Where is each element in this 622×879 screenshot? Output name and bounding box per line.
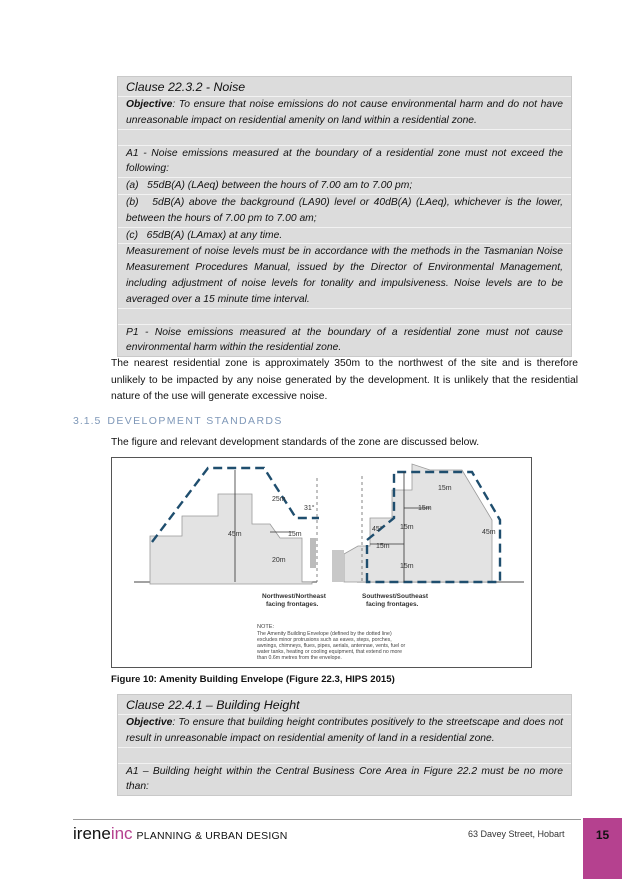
left-label-20m: 20m (272, 557, 286, 564)
left-label-15m: 15m (288, 531, 302, 538)
clause-noise-measurement: Measurement of noise levels must be in accordance with the methods in the Tasmanian Noise Measurement Procedures Manual, issued by the Director of Environmental Management, including adjustment of noise levels for tonality and impulsiveness. Noise levels are to be averaged over a 15 minute time interval. (118, 244, 571, 308)
note-line-5: than 0.6m metres from the envelope. (257, 655, 342, 661)
note-title: NOTE: (257, 624, 275, 630)
right-label-15m-b: 15m (376, 543, 390, 550)
clause-noise-item-c: (c) 65dB(A) (LAmax) at any time. (118, 228, 571, 245)
left-label-25m: 25m (272, 496, 286, 503)
caption-left-2: facing frontages. (266, 601, 319, 608)
amenity-envelope-figure (111, 457, 532, 668)
clause-noise-box (117, 76, 572, 357)
caption-right-1: Southwest/Southeast (362, 593, 429, 600)
right-label-15m-top: 15m (438, 485, 452, 492)
clause-noise-objective: Objective: To ensure that noise emissions do not cause environmental harm and do not have unreasonable impact on residential amenity on land within a residential zone. (118, 97, 571, 130)
clause-height-title: Clause 22.4.1 – Building Height (118, 695, 571, 715)
clause-height-objective: Objective: To ensure that building height contributes positively to the streetscape and does not result in unreasonable impact on residential amenity of land in a residential zone. (118, 715, 571, 748)
section-title: DEVELOPMENT STANDARDS (107, 415, 283, 427)
page-number: 15 (583, 818, 622, 879)
left-neighbour-wall (310, 538, 316, 568)
right-label-15m-mid: 15m (400, 524, 414, 531)
note-line-1: The Amenity Building Envelope (defined by the dotted line) (257, 631, 392, 637)
clause-noise-item-a: (a) 55dB(A) (LAeq) between the hours of 7.00 am to 7.00 pm; (118, 178, 571, 195)
note-line-3: awnings, chimneys, flues, pipes, aerials, antennae, vents, fuel or (257, 643, 406, 649)
right-label-angle: 45° (372, 526, 383, 533)
figure-caption: Figure 10: Amenity Building Envelope (Figure 22.3, HIPS 2015) (111, 674, 395, 685)
right-label-45m: 45m (482, 529, 496, 536)
spacer (118, 130, 571, 146)
envelope-diagram (112, 458, 530, 666)
right-neighbour-wall (332, 550, 344, 582)
footer (73, 826, 581, 844)
left-label-angle: 31° (304, 505, 315, 512)
caption-left-1: Northwest/Northeast (262, 593, 326, 600)
spacer (118, 748, 571, 764)
clause-height-box (117, 694, 572, 796)
right-label-15m-a: 15m (418, 505, 432, 512)
clause-noise-item-b: (b) 5dB(A) above the background (LA90) level or 40dB(A) (LAeq), whichever is the lower, between the hours of 7.00 pm to 7.00 am; (118, 195, 571, 228)
brand-logo: ireneinc PLANNING & URBAN DESIGN (73, 824, 288, 843)
note-line-4: water tanks, heating or cooling equipment, that extend no more (257, 649, 403, 655)
clause-noise-title: Clause 22.3.2 - Noise (118, 77, 571, 97)
footer-divider (73, 819, 581, 820)
left-label-45m: 45m (228, 531, 242, 538)
left-building (150, 494, 312, 584)
section-heading (73, 415, 283, 427)
caption-right-2: facing frontages. (366, 601, 419, 608)
section-number: 3.1.5 (73, 415, 102, 427)
right-label-15m-low: 15m (400, 563, 414, 570)
clause-height-a1: A1 – Building height within the Central Business Core Area in Figure 22.2 must be no more than: (126, 765, 563, 793)
footer-address: 63 Davey Street, Hobart (468, 829, 565, 839)
note-line-2: excludes minor protrusions such as eaves, steps, porches, (257, 637, 392, 643)
paragraph-figure-intro: The figure and relevant development standards of the zone are discussed below. (111, 437, 480, 448)
spacer (118, 309, 571, 325)
paragraph-residential-zone: The nearest residential zone is approximately 350m to the northwest of the site and is therefore unlikely to be impacted by any noise generated by the development. It is unlikely that the residential nature of the use will generate excessive noise. (111, 358, 578, 402)
clause-noise-a1: A1 - Noise emissions measured at the boundary of a residential zone must not exceed the following: (118, 146, 571, 179)
clause-noise-p1: P1 - Noise emissions measured at the boundary of a residential zone must not cause environmental harm within the residential zone. (126, 326, 563, 354)
